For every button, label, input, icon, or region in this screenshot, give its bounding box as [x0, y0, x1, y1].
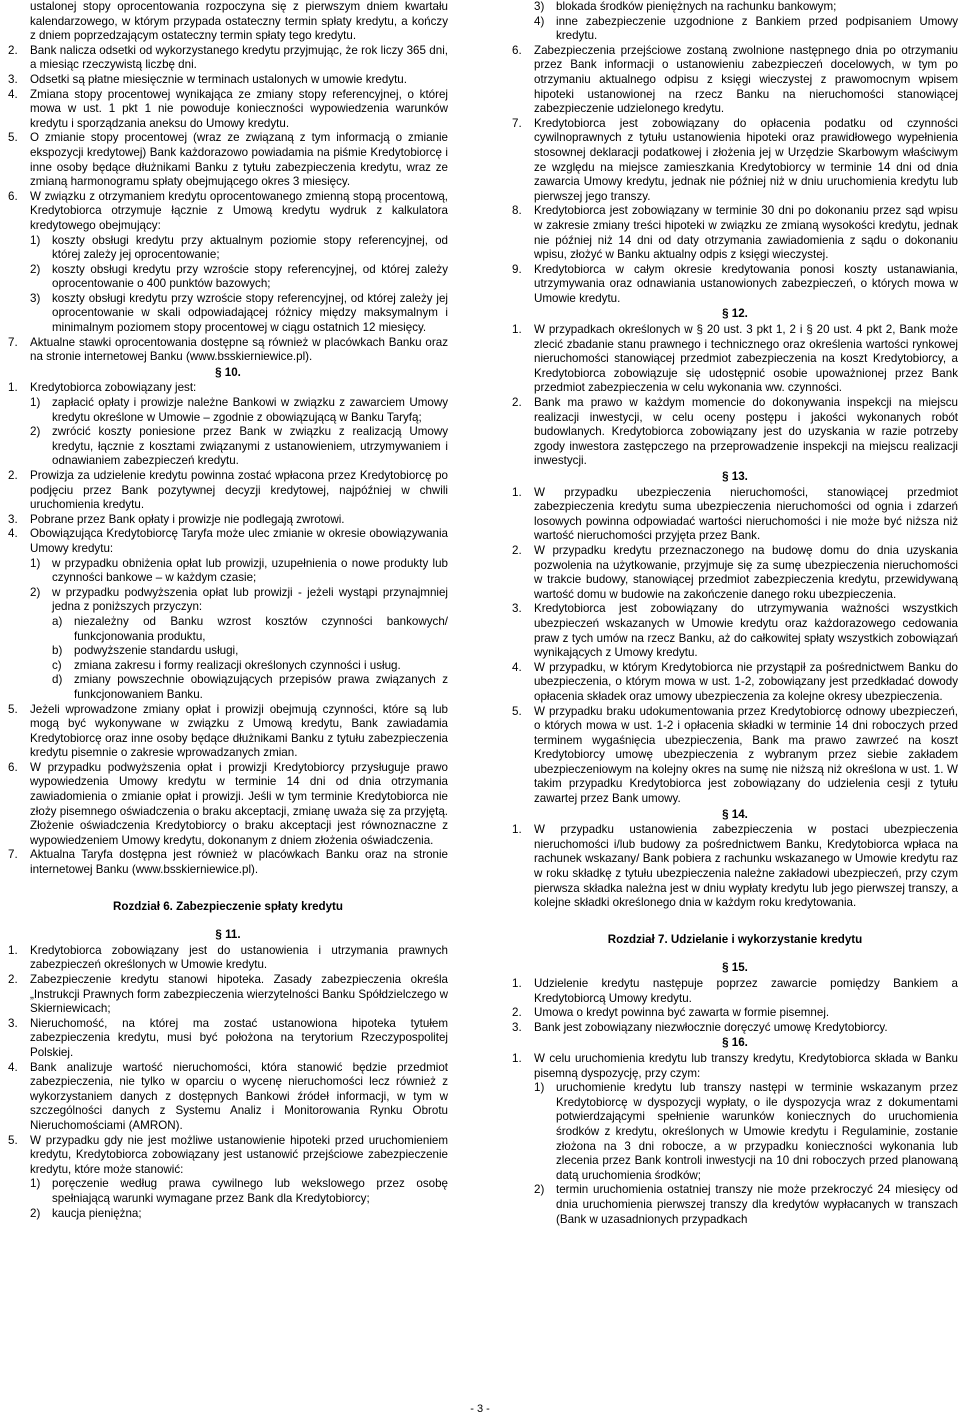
- s16-paragraph-1: 1. W celu uruchomienia kredytu lub transzy kredytu, Kredytobiorca składa w Banku pisemną dyspozycję, przy czym:: [512, 1051, 958, 1080]
- s15-paragraph-2: 2. Umowa o kredyt powinna być zawarta w formie pisemnej.: [512, 1006, 830, 1020]
- s10-paragraph-2: 2. Prowizja za udzielenie kredytu powinna zostać wpłacona przez Kredytobiorcę po podjęciu przez Bank pozytywnej decyzji kredytowej, najpóźniej w chwili uruchomienia kredytu.: [8, 469, 448, 512]
- left-column: [8, 0, 448, 1221]
- s11-paragraph-2: 2. Zabezpieczenie kredytu stanowi hipoteka. Zasady zabezpieczenia określa „Instrukcji Prawnych form zabezpieczenia wierzytelności Banku Spółdzielczego w Skierniewicach;: [8, 973, 448, 1016]
- list-item: 2) koszty obsługi kredytu przy wzroście stopy referencyjnej, od której zależy oprocentowanie o 400 punktów bazowych;: [30, 262, 448, 291]
- paragraph-3: 3. Odsetki są płatne miesięcznie w terminach ustalonych w umowie kredytu.: [8, 72, 407, 86]
- paragraph-2: 2. Bank nalicza odsetki od wykorzystanego kredytu przyjmując, że rok liczy 365 dni, a miesiąc rzeczywistą liczbę dni.: [8, 43, 448, 72]
- s13-paragraph-2: 2. W przypadku kredytu przeznaczonego na budowę domu do dnia uzyskania pozwolenia na użytkowanie, przyjmuje się za sumę ubezpieczenia nieruchomości w trakcie budowy, stanowiącej przedmiot zabezpieczenia kredytu, przewidywaną wartość domu w budowie na zakończenie danego roku ubezpieczenia.: [512, 543, 958, 601]
- s10-paragraph-1: 1. Kredytobiorca zobowiązany jest:: [8, 381, 197, 395]
- section-10-heading: § 10.: [215, 365, 241, 379]
- paragraph-5: 5. O zmianie stopy procentowej (wraz ze związaną z tym informacją o zmianie ekspozycji kredytowej) Bank każdorazowo powiadamia na piśmie Kredytobiorcę i inne osoby będące dłużnikami Banku z tytułu zabezpieczenia kredytu, wraz ze zmianą harmonogramu spłaty obejmującego okres 3 miesięcy.: [8, 131, 448, 189]
- chapter-7-heading: Rozdział 7. Udzielanie i wykorzystanie kredytu: [607, 932, 863, 946]
- paragraph-6: 6. W związku z otrzymaniem kredytu oprocentowanego zmienną stopą procentową, Kredytobiorca otrzymuje łącznie z Umową kredytu wydruk z kalkulatora kredytowego obejmujący:: [8, 189, 448, 232]
- s11-paragraph-9: 9. Kredytobiorca w całym okresie kredytowania ponosi koszty ustanawiania, utrzymywania oraz odnawiania ustanowionych zabezpieczeń, o których mowa w Umowie kredytu.: [512, 262, 958, 305]
- section-14-heading: § 14.: [722, 807, 748, 821]
- list-item: 2) kaucja pieniężna;: [30, 1206, 142, 1220]
- s10-paragraph-7: 7. Aktualna Taryfa dostępna jest również w placówkach Banku oraz na stronie internetowej Banku (www.bsskierniewice.pl).: [8, 848, 448, 877]
- s10-paragraph-4: 4. Obowiązująca Kredytobiorcę Taryfa może ulec zmianie w okresie obowiązywania Umowy kredytu:: [8, 527, 448, 555]
- s13-paragraph-4: 4. W przypadku, w którym Kredytobiorca nie przystąpił za pośrednictwem Banku do ubezpieczenia, o którym mowa w ust. 1-2, zobowiązany jest przedkładać dowody opłacenia składek oraz umowy ubezpieczenia za kolejne okresy ubezpieczenia.: [512, 660, 958, 703]
- list-item: 1) uruchomienie kredytu lub transzy następi w terminie wskazanym przez Kredytobiorcę w dyspozycji wypłaty, o ile dyspozycja wraz z dokumentami potwierdzającymi spełnienie warunków koniecznych do uruchomienia środków z kredytu, określonych w Umowie kredytu i Regulaminie, zostanie złożona na 3 dni robocze, a w przypadku konieczności wykonania lub zlecenia przez Bank kontroli inwestycji na 10 dni roboczych przed planowaną datą uruchomienia środków;: [534, 1081, 958, 1182]
- section-12-heading: § 12.: [722, 307, 748, 321]
- section-15-heading: § 15.: [722, 961, 748, 975]
- page-number: - 3 -: [470, 1403, 490, 1415]
- section-13-heading: § 13.: [722, 470, 748, 483]
- list-item: 1) w przypadku obniżenia opłat lub prowizji, uzupełnienia o nowe produkty lub czynności bankowe – w każdym czasie;: [30, 556, 448, 585]
- sub-list-item: c) zmiana zakresu i formy realizacji określonych czynności i usług.: [52, 658, 401, 672]
- list-item: 3) blokada środków pieniężnych na rachunku bankowym;: [534, 0, 837, 13]
- s10-paragraph-6: 6. W przypadku podwyższenia opłat i prowizji Kredytobiorcy przysługuje prawo wypowiedzenia Umowy kredytu w terminie 14 dni od dnia otrzymania zawiadomienia o zmianie opłat i prowizji. Jeśli w tym terminie Kredytobiorca nie złoży pisemnego oświadczenia o braku akceptacji, zmianę uważa się za przyjętą. Złożenie oświadczenia Kredytobiorcy o braku akceptacji jest równoznaczne z wypowiedzeniem Umowy kredytu, dokonanym z dniem złożenia oświadczenia.: [8, 760, 448, 847]
- s10-paragraph-3: 3. Pobrane przez Bank opłaty i prowizje nie podlegają zwrotowi.: [8, 512, 345, 526]
- section-11-heading: § 11.: [215, 928, 241, 942]
- s11-paragraph-7: 7. Kredytobiorca jest zobowiązany do opłacenia podatku od czynności cywilnoprawnych z tytułu ustanowienia hipoteki oraz prawidłowego wypełnienia stosownej deklaracji podatkowej i złożenia jej w Urzędzie Skarbowym właściwym ze względu na miejsce zamieszkania Kredytobiorcy w terminie 14 dni od dnia zawarcia Umowy kredytu, jednak nie później niż w dniu uruchomienia kredytu lub pierwszej jego transzy.: [512, 116, 958, 203]
- s11-paragraph-1: 1. Kredytobiorca zobowiązany jest do ustanowienia i utrzymania prawnych zabezpieczeń określonych w Umowie kredytu.: [8, 943, 448, 972]
- s14-paragraph-1: 1. W przypadku ustanowienia zabezpieczenia w postaci ubezpieczenia nieruchomości i/lub budowy za pośrednictwem Banku, Kredytobiorca wpłaca na rachunek wskazany/ Bank pobiera z rachunku wskazanego w Umowie kredytu raz w roku składkę z tytułu ubezpieczenia należne zakładowi ubezpieczeń, przy czym pierwsza składka należna jest w dniu wypłaty kredytu lub jego pierwszej transzy, a kolejne składki określonego dnia w każdym roku kredytowania.: [512, 823, 958, 910]
- list-item: 1) poręczenie według prawa cywilnego lub wekslowego przez osobę spełniającą warunki wymagane przez Bank dla Kredytobiorcy;: [30, 1177, 448, 1205]
- section-16-heading: § 16.: [722, 1036, 748, 1050]
- s15-paragraph-1: 1. Udzielenie kredytu następuje poprzez zawarcie pomiędzy Bankiem a Kredytobiorcą Umowy kredytu.: [512, 977, 958, 1005]
- list-item: 1) zapłacić opłaty i prowizje należne Bankowi w związku z zawarciem Umowy kredytu określone w Umowie – zgodnie z obowiązującą w Banku Taryfą;: [30, 396, 448, 424]
- sub-list-item: d) zmiany powszechnie obowiązujących przepisów prawa związanych z funkcjonowaniem Banku.: [52, 673, 448, 701]
- list-item: 2) termin uruchomienia ostatniej transzy nie może przekroczyć 24 miesięcy od dnia uruchomienia pierwszej transzy dla kredytów wypłacanych w transzach (Bank w uzasadnionych przypadkach: [534, 1183, 958, 1226]
- list-item: 2) w przypadku podwyższenia opłat lub prowizji - jeżeli wystąpi przynajmniej jedna z poniższych przyczyn:: [30, 585, 448, 614]
- s13-paragraph-3: 3. Kredytobiorca jest zobowiązany do utrzymywania ważności wszystkich ubezpieczeń wskazanych w Umowie kredytu oraz każdorazowego cedowania praw z tych umów na rzecz Banku, aż do całkowitej spłaty wszystkich zobowiązań wynikających z Umowy kredytu.: [512, 602, 958, 660]
- s12-paragraph-2: 2. Bank ma prawo w każdym momencie do dokonywania inspekcji na miejscu realizacji inwestycji, w celu oceny postępu i jakości wykonanych robót budowlanych. Kredytobiorca zobowiązany jest do uzyskania w razie potrzeby zgody inwestora zastępczego na przeprowadzenie inspekcji na miejscu realizacji inwestycji.: [512, 396, 958, 468]
- s15-paragraph-3: 3. Bank jest zobowiązany niezwłocznie doręczyć umowę Kredytobiorcy.: [512, 1020, 888, 1034]
- chapter-6-heading: Rozdział 6. Zabezpieczenie spłaty kredytu: [112, 899, 343, 913]
- sub-list-item: b) podwyższenie standardu usługi,: [52, 644, 239, 658]
- s11-paragraph-4: 4. Bank analizuje wartość nieruchomości, która stanowić będzie przedmiot zabezpieczenia, nie tylko w oparciu o wycenę nieruchomości lecz również z wykorzystaniem danych z dostępnych Bankowi źródeł informacji, w tym w szczególności danych z Systemu Analiz i Monitorowania Rynku Obrotu Nieruchomościami (AMRON).: [8, 1060, 448, 1132]
- paragraph-7: 7. Aktualne stawki oprocentowania dostępne są również w placówkach Banku oraz na stronie internetowej Banku (www.bsskierniewice.pl).: [8, 335, 448, 364]
- s13-paragraph-5: 5. W przypadku braku udokumentowania przez Kredytobiorcę odnowy ubezpieczeń, o których mowa w ust. 1-2 i opłacenia składki w terminie 14 dni roboczych przed terminem wygaśnięcia ubezpieczenia, Bank ma prawo zawrzeć na koszt Kredytobiorcy umowę ubezpieczenia z wybranym przez siebie zakładem ubezpieczeniowym na kolejny okres na sumę nie niższą niż określona w ust. 1. W takim przypadku Kredytobiorca jest zobowiązany do udzielenia cesji z tytułu zawartej przez Bank umowy.: [512, 704, 958, 806]
- paragraph-4: 4. Zmiana stopy procentowej wynikająca ze zmiany stopy referencyjnej, o której mowa w ust. 1 pkt 1 nie powoduje konieczności wypowiedzenia warunków kredytu i sporządzania aneksu do Umowy kredytu.: [8, 87, 448, 130]
- right-column: [512, 0, 958, 1227]
- s10-paragraph-5: 5. Jeżeli wprowadzone zmiany opłat i prowizji obejmują czynności, które są lub mogą być wykonywane w związku z Umową kredytu, Bank zawiadamia Kredytobiorcę oraz inne osoby będące dłużnikami Banku z tytułu zabezpieczenia kredytu pisemnie o zakresie wprowadzanych zmian.: [8, 702, 448, 760]
- sub-list-item: a) niezależny od Banku wzrost kosztów czynności bankowych/ funkcjonowania produktu,: [52, 614, 448, 643]
- s12-paragraph-1: 1. W przypadkach określonych w § 20 ust. 3 pkt 1, 2 i § 20 ust. 4 pkt 2, Bank może zlecić zbadanie stanu prawnego i technicznego oraz określenia wartości rynkowej nieruchomości stanowiącej przedmiot zabezpieczenia na koszt Kredytobiorcy, a Kredytobiorca zobowiązuje się udostępnić osobie upoważnionej przez Bank przedmiot zabezpieczenia w celu wykonania ww. czynności.: [512, 323, 958, 395]
- list-item: 1) koszty obsługi kredytu przy aktualnym poziomie stopy referencyjnej, od której zależy jej oprocentowanie;: [30, 233, 448, 262]
- s11-paragraph-3: 3. Nieruchomość, na której ma zostać ustanowiona hipoteka tytułem zabezpieczenia kredytu, musi być położona na terytorium Rzeczypospolitej Polskiej.: [8, 1016, 448, 1059]
- s11-paragraph-5: 5. W przypadku gdy nie jest możliwe ustanowienie hipoteki przed uruchomieniem kredytu, Kredytobiorca zobowiązany jest ustanowić przejściowe zabezpieczenie kredytu, które może stanowić:: [8, 1133, 448, 1176]
- s11-paragraph-8: 8. Kredytobiorca jest zobowiązany w terminie 30 dni po dokonaniu przez sąd wpisu w zakresie zmiany treści hipoteki w związku ze zmianą wysokości kredytu, jednak nie później niż 14 dni od daty otrzymania zawiadomienia z sądu o dokonaniu wpisu, złożyć w Banku aktualny odpis z księgi wieczystej.: [512, 204, 958, 262]
- list-item: 4) inne zabezpieczenie uzgodnione z Bankiem przed podpisaniem Umowy kredytu.: [534, 14, 958, 43]
- s13-paragraph-1: 1. W przypadku ubezpieczenia nieruchomości, stanowiącej przedmiot zabezpieczenia kredytu suma ubezpieczenia nieruchomości od ognia i zdarzeń losowych powinna odpowiadać wartości nieruchomości i nie może być niższa niż wartość nieruchomości przyjęta przez Bank.: [512, 485, 958, 543]
- list-item: 3) koszty obsługi kredytu przy wzroście stopy referencyjnej, od której zależy jej oprocentowanie w skali odpowiadającej różnicy między maksymalnym i minimalnym poziomem stopy procentowej w ciągu ostatnich 12 miesięcy.: [30, 291, 448, 335]
- list-item: 2) zwrócić koszty poniesione przez Bank w związku z realizacją Umowy kredytu, łącznie z kosztami związanymi z ustanowieniem, utrzymywaniem i odnawianiem zabezpieczeń kredytu.: [30, 425, 448, 468]
- intro-paragraph: ustalonej stopy oprocentowania rozpoczyna się z pierwszym dniem kwartału kalendarzowego, w którym przypada ostateczny termin spłaty kredytu, a kończy z dniem poprzedzającym ostateczny termin spłaty tego kredytu.: [30, 0, 448, 43]
- s11-paragraph-6: 6. Zabezpieczenia przejściowe zostaną zwolnione następnego dnia po otrzymaniu przez Bank informacji o ustanowieniu zabezpieczeń docelowych, w tym po otrzymaniu aktualnego odpisu z księgi wieczystej z prawomocnym wpisem hipoteki ustanowionej na rzecz Banku na nieruchomości stanowiącej zabezpieczenie udzielonego kredytu.: [512, 43, 958, 116]
